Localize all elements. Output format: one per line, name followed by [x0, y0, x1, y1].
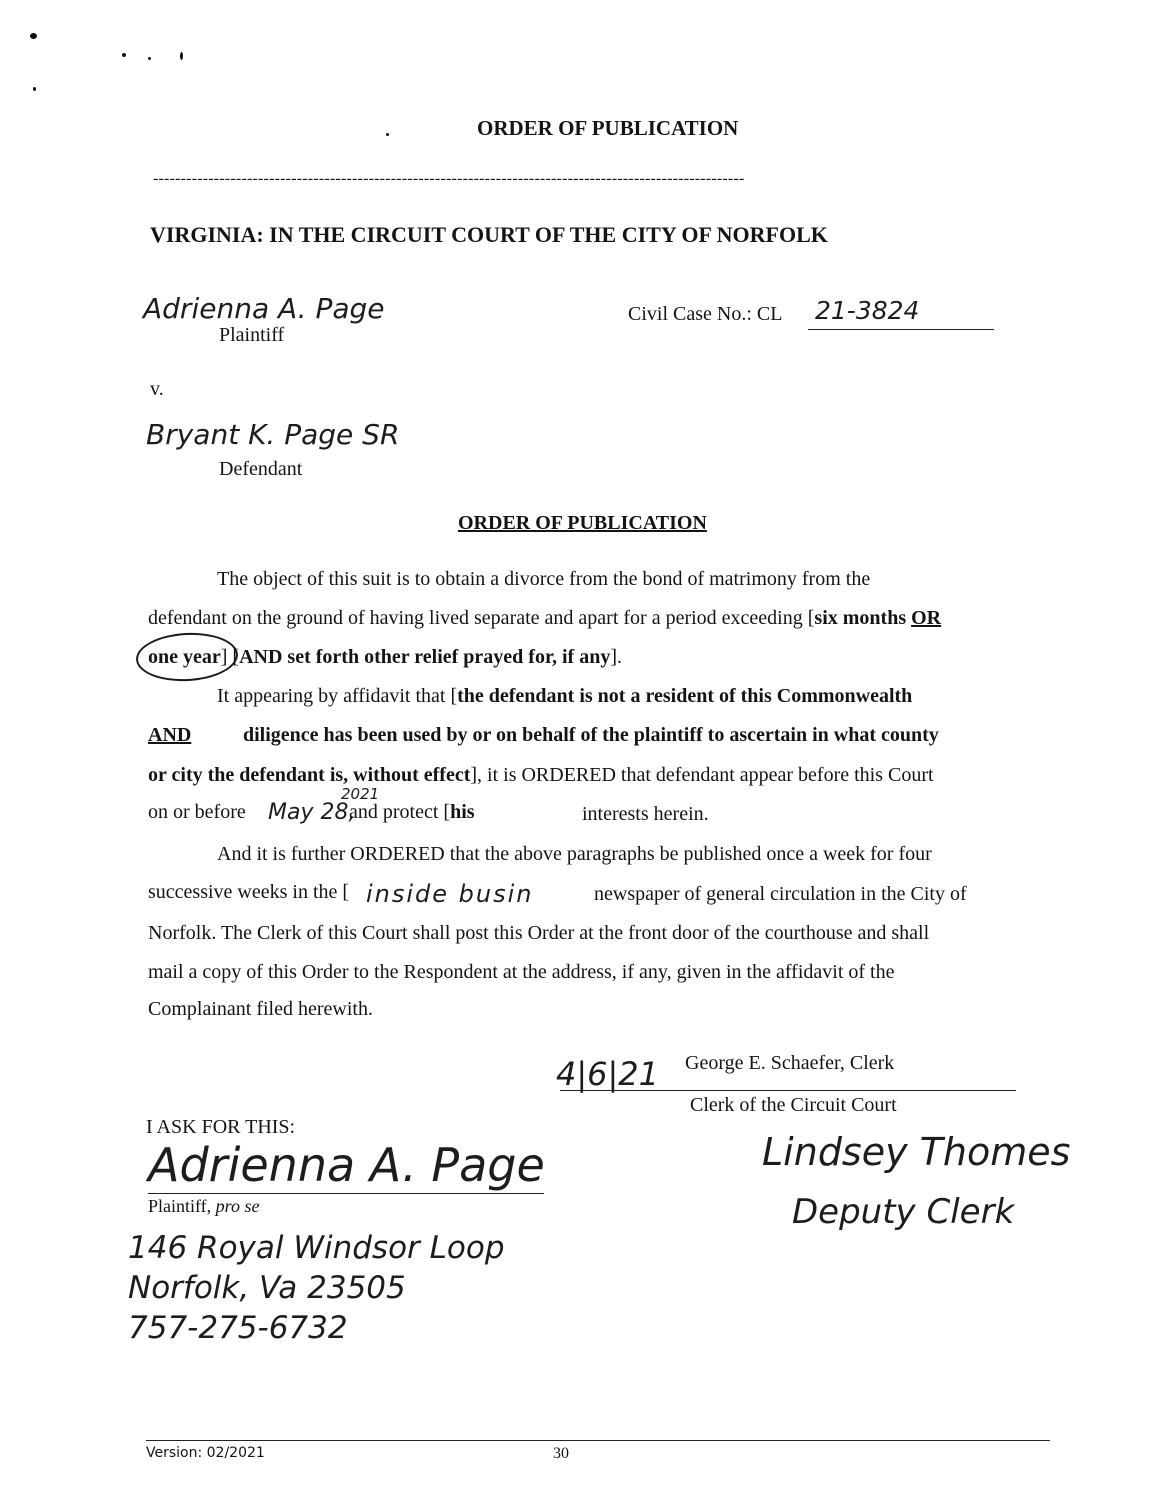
footer-page-number: 30	[553, 1445, 569, 1462]
clerk-name: George E. Schaefer, Clerk	[685, 1052, 895, 1074]
paragraph-3-line-2-start: successive weeks in the [	[148, 881, 350, 903]
text-run: and protect [	[349, 801, 451, 823]
scan-speck	[33, 87, 36, 91]
paragraph-3-line-5: Complainant filed herewith.	[148, 998, 373, 1020]
order-title: ORDER OF PUBLICATION	[458, 512, 707, 534]
scan-speck	[122, 53, 126, 57]
plaintiff-label: Plaintiff	[219, 324, 285, 346]
court-heading: VIRGINIA: IN THE CIRCUIT COURT OF THE CITY OF NORFOLK	[150, 222, 828, 247]
newspaper-name-handwritten: inside busin	[366, 880, 534, 908]
plaintiff-signature-line	[148, 1193, 544, 1194]
plaintiff-name-handwritten: Adrienna A. Page	[143, 292, 385, 325]
footer-rule	[146, 1440, 1050, 1441]
paragraph-1-line-2	[148, 607, 941, 630]
paragraph-2-line-4-mid	[349, 801, 475, 824]
text-run: OR	[911, 607, 942, 629]
paragraph-3-line-4: mail a copy of this Order to the Respondent at the address, if any, given in the affidavit of the	[148, 961, 895, 983]
defendant-name-handwritten: Bryant K. Page SR	[146, 418, 400, 451]
text-run: pro se	[215, 1196, 260, 1216]
paragraph-2-and: AND	[148, 724, 192, 746]
text-run: his	[450, 801, 475, 823]
paragraph-1-line-3	[148, 646, 622, 669]
paragraph-3-line-3: Norfolk. The Clerk of this Court shall post this Order at the front door of the courthouse and shall	[148, 922, 930, 944]
plaintiff-pro-se-label	[148, 1196, 260, 1217]
text-run: Plaintiff,	[148, 1196, 216, 1216]
scan-speck	[30, 33, 37, 39]
text-run: six months	[814, 607, 912, 629]
defendant-label: Defendant	[219, 458, 303, 480]
paragraph-2-line-4-end: interests herein.	[582, 803, 709, 825]
signing-date-handwritten: 4|6|21	[556, 1055, 659, 1093]
text-run: ], it is ORDERED that defendant appear before this Court	[470, 764, 934, 786]
plaintiff-signature: Adrienna A. Page	[148, 1138, 545, 1192]
top-title: ORDER OF PUBLICATION	[477, 116, 739, 140]
clerk-title: Clerk of the Circuit Court	[690, 1094, 897, 1116]
appearance-year-handwritten: 2021	[341, 785, 380, 803]
case-number-underline	[808, 329, 994, 330]
text-run: or city the defendant is, without effect	[148, 764, 471, 786]
address-line-2-handwritten: Norfolk, Va 23505	[128, 1270, 406, 1306]
text-run: AND set forth other relief prayed for, if any	[239, 646, 611, 668]
deputy-clerk-title-handwritten: Deputy Clerk	[792, 1192, 1015, 1232]
versus-label: v.	[150, 378, 164, 400]
case-number-label: Civil Case No.: CL	[628, 303, 783, 325]
scan-speck	[180, 52, 183, 60]
dashed-separator: -----------------------------------------------------------------------------------------------------------	[153, 170, 745, 187]
text-run: It appearing by affidavit that [	[217, 685, 458, 707]
paragraph-2-line-1	[217, 685, 912, 708]
text-run: the defendant is not a resident of this Commonwealth	[457, 685, 913, 707]
text-run: one year	[148, 646, 221, 668]
scan-speck	[148, 57, 151, 60]
text-run: defendant on the ground of having lived separate and apart for a period exceeding [	[148, 607, 815, 629]
address-line-1-handwritten: 146 Royal Windsor Loop	[128, 1230, 505, 1266]
case-number-handwritten: 21-3824	[815, 296, 920, 325]
paragraph-3-line-1: And it is further ORDERED that the above paragraphs be published once a week for four	[217, 843, 932, 865]
text-run: ].	[610, 646, 622, 668]
phone-handwritten: 757-275-6732	[128, 1310, 348, 1346]
footer-version: Version: 02/2021	[146, 1445, 265, 1461]
text-run: ] [	[220, 646, 240, 668]
scan-speck	[386, 133, 389, 136]
deputy-clerk-signature: Lindsey Thomes	[762, 1130, 1071, 1174]
clerk-signature-line	[560, 1090, 1016, 1091]
paragraph-3-line-2-end: newspaper of general circulation in the City of	[594, 883, 967, 905]
appearance-date-handwritten: May 28,	[268, 800, 356, 825]
paragraph-2-line-2: diligence has been used by or on behalf of the plaintiff to ascertain in what county	[243, 724, 939, 746]
ask-for-this-label: I ASK FOR THIS:	[146, 1116, 296, 1138]
paragraph-2-line-3	[148, 764, 934, 787]
paragraph-2-line-4-start: on or before	[148, 801, 246, 823]
paragraph-1-line-1: The object of this suit is to obtain a divorce from the bond of matrimony from the	[217, 568, 871, 590]
